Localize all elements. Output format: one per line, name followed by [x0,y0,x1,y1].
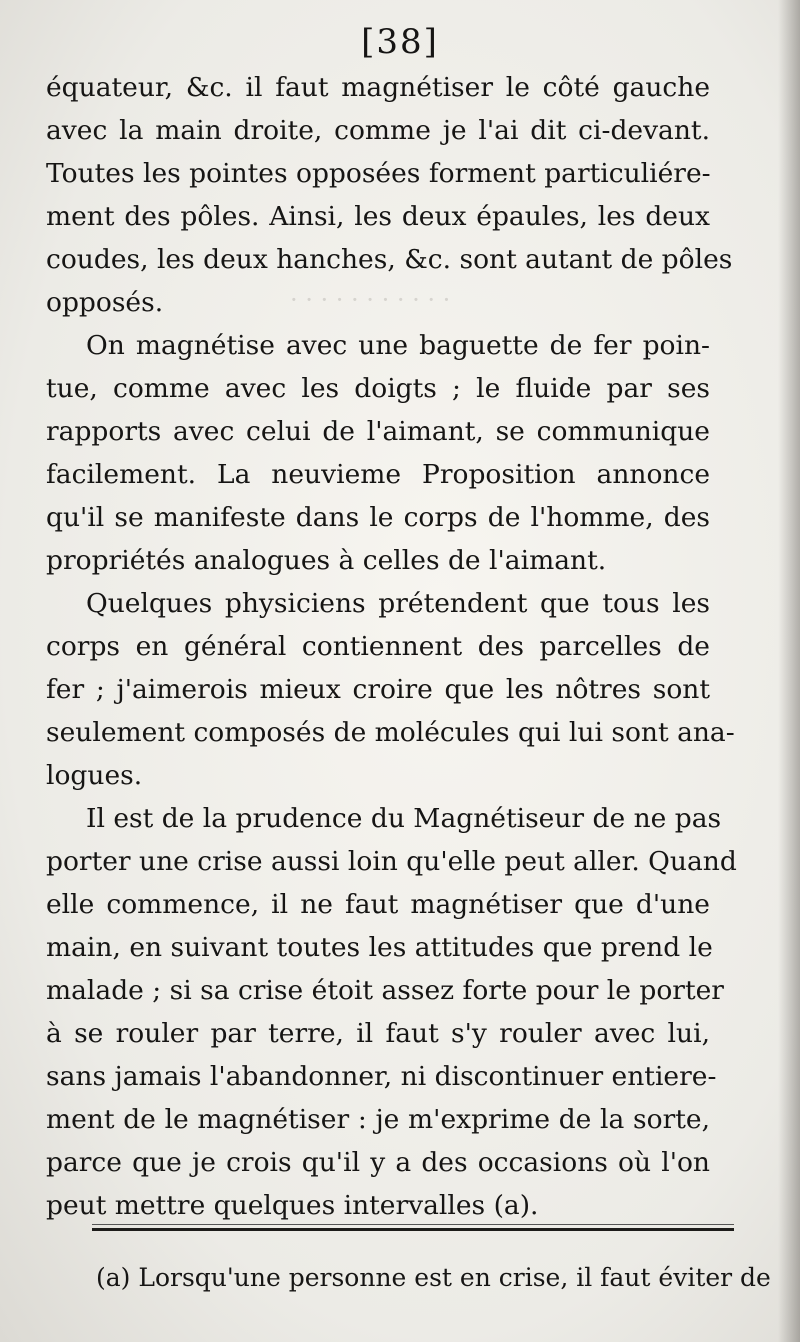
text-line: porter une crise aussi loin qu'elle peut aller. Quand [46,846,737,877]
text-line: On magnétise avec une baguette de fer poin- [86,330,710,361]
text-line: qu'il se manifeste dans le corps de l'homme, des [46,502,710,533]
text-line: corps en général contiennent des parcelles de [46,631,710,662]
text-line: logues. [46,760,143,791]
text-line: facilement. La neuvieme Proposition annonce [46,459,710,490]
text-line: ment des pôles. Ainsi, les deux épaules, les deux [46,201,710,232]
text-line: sans jamais l'abandonner, ni discontinuer entiere- [46,1061,717,1092]
text-line: Quelques physiciens prétendent que tous les [86,588,710,619]
text-line: équateur, &c. il faut magnétiser le côté gauche [46,72,710,103]
page-number: [38] [361,22,439,62]
footnote-rule-thin [92,1224,734,1225]
text-line: fer ; j'aimerois mieux croire que les nôtres sont [46,674,710,705]
footnote: (a) Lorsqu'une personne est en crise, il faut éviter de [96,1263,771,1292]
text-line: malade ; si sa crise étoit assez forte pour le porter [46,975,724,1006]
page-edge-shadow [778,0,800,1342]
text-line: à se rouler par terre, il faut s'y rouler avec lui, [46,1018,710,1049]
text-line: opposés. [46,287,164,318]
text-line: seulement composés de molécules qui lui sont ana- [46,717,735,748]
text-line: tue, comme avec les doigts ; le fluide par ses [46,373,710,404]
text-line: ment de le magnétiser : je m'exprime de la sorte, [46,1104,710,1135]
text-line: elle commence, il ne faut magnétiser que d'une [46,889,710,920]
bleed-through-text: · · · · · · · · · · · [290,286,451,314]
text-line: avec la main droite, comme je l'ai dit ci-devant. [46,115,710,146]
text-line: coudes, les deux hanches, &c. sont autant de pôles [46,244,733,275]
body-text [46,66,737,1227]
footnote-rule [92,1228,734,1231]
text-line: propriétés analogues à celles de l'aimant. [46,545,607,576]
text-line: peut mettre quelques intervalles (a). [46,1190,539,1221]
text-line: parce que je crois qu'il y a des occasions où l'on [46,1147,710,1178]
text-line: main, en suivant toutes les attitudes que prend le [46,932,713,963]
text-line: rapports avec celui de l'aimant, se communique [46,416,710,447]
text-line: Il est de la prudence du Magnétiseur de ne pas [86,803,722,834]
text-line: Toutes les pointes opposées forment particuliére- [46,158,711,189]
